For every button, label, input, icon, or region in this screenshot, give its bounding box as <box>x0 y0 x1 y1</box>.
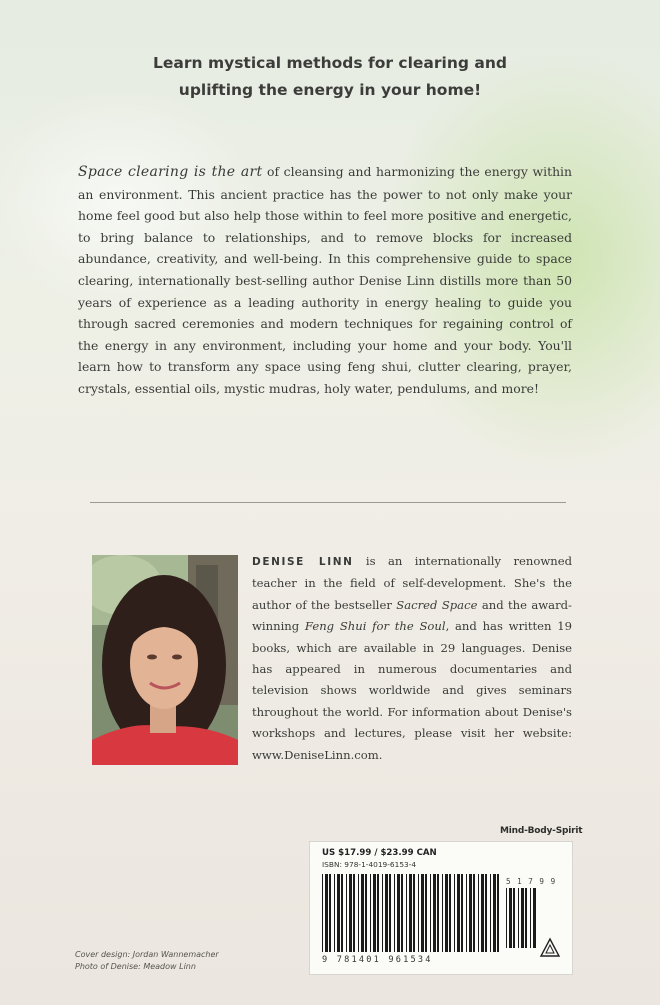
barcode-bar <box>478 874 479 952</box>
description-script-lead: Space clearing is the art <box>78 164 263 180</box>
barcode-bar <box>490 874 491 952</box>
isbn-digits: 9 781401 961534 <box>322 955 433 965</box>
barcode-bar <box>518 888 519 948</box>
barcode-bar <box>437 874 439 952</box>
addon-barcode <box>506 888 536 950</box>
bio-text-2: and the award-winning <box>252 597 572 634</box>
isbn-label: ISBN: 978-1-4019-6153-4 <box>322 860 417 869</box>
barcode-bar <box>485 874 487 952</box>
barcode-bar <box>469 874 472 952</box>
author-photo <box>92 555 238 765</box>
barcode-bar <box>509 888 512 948</box>
barcode-bar <box>521 888 524 948</box>
barcode-bar <box>389 874 391 952</box>
barcode-bar <box>353 874 355 952</box>
bio-book-title-2: Feng Shui for the Soul <box>304 619 446 634</box>
barcode-bar <box>349 874 352 952</box>
barcode-bar <box>329 874 331 952</box>
barcode-bar <box>525 888 527 948</box>
barcode-bar <box>373 874 376 952</box>
barcode-bar <box>481 874 484 952</box>
credit-cover-design: Cover design: Jordan Wannemacher <box>75 950 219 959</box>
barcode-bar <box>409 874 412 952</box>
barcode-bar <box>430 874 431 952</box>
barcode-bar <box>337 874 340 952</box>
triangle-logo-icon <box>539 937 561 959</box>
section-divider <box>90 502 566 503</box>
barcode-bar <box>406 874 407 952</box>
barcode-bar <box>457 874 460 952</box>
barcode-bar <box>513 888 515 948</box>
addon-barcode-digits: 5 1 7 9 9 <box>506 877 557 886</box>
barcode-bar <box>461 874 463 952</box>
barcode-bar <box>341 874 343 952</box>
barcode-bar <box>506 888 507 948</box>
barcode-bar <box>325 874 328 952</box>
barcode-bar <box>365 874 367 952</box>
barcode-bar <box>385 874 388 952</box>
barcode-bar <box>401 874 403 952</box>
book-description <box>78 161 572 400</box>
barcode-panel <box>309 841 573 975</box>
price-label: US $17.99 / $23.99 CAN <box>322 848 437 858</box>
barcode-bar <box>358 874 359 952</box>
barcode-bar <box>454 874 455 952</box>
barcode-bar <box>370 874 371 952</box>
barcode-bar <box>346 874 347 952</box>
author-portrait-image <box>92 555 238 765</box>
tagline-line-2: uplifting the energy in your home! <box>178 81 482 99</box>
bio-book-title-1: Sacred Space <box>396 597 478 612</box>
isbn-barcode <box>322 874 502 954</box>
barcode-bar <box>322 874 323 952</box>
category-label: Mind-Body-Spirit <box>500 826 583 836</box>
bio-text-3: , and has written 19 books, which are available in 29 languages. Denise has appeared in numerous documentaries and television shows worldwide and gives seminars throughout the world. For information about Denise's workshops and lectures, please visit her website: www.DeniseLinn.com. <box>252 619 572 762</box>
description-body: of cleansing and harmonizing the energy within an environment. This ancient practice has the power to not only make your home feel good but also help those within to feel more positive and energetic, to bring balance to relationships, and to remove blocks for increased abundance, creativity, and well-being. In this comprehensive guide to space clearing, internationally best-selling author Denise Linn distills more than 50 years of experience as a leading authority in energy healing to guide you through sacred ceremonies and modern techniques for regaining control of the energy in any environment, including your home and your body. You'll learn how to transform any space using feng shui, clutter clearing, prayer, crystals, essential oils, mystic mudras, holy water, pendulums, and more! <box>78 164 572 396</box>
barcode-bar <box>413 874 415 952</box>
barcode-bar <box>421 874 424 952</box>
barcode-bar <box>497 874 499 952</box>
author-bio <box>252 551 572 766</box>
tagline <box>130 50 530 104</box>
bio-text-1: is an internationally renowned teacher in the field of self-development. She's the author of the bestseller <box>252 554 573 612</box>
barcode-bar <box>361 874 364 952</box>
barcode-bar <box>493 874 496 952</box>
barcode-bar <box>425 874 427 952</box>
credits <box>75 949 219 973</box>
barcode-bar <box>377 874 379 952</box>
barcode-bar <box>466 874 467 952</box>
barcode-bar <box>442 874 443 952</box>
author-name: DENISE LINN <box>252 556 354 568</box>
barcode-bar <box>473 874 475 952</box>
credit-photo: Photo of Denise: Meadow Linn <box>75 962 196 971</box>
barcode-bar <box>449 874 451 952</box>
tagline-line-1: Learn mystical methods for clearing and <box>153 54 507 72</box>
barcode-bar <box>533 888 536 948</box>
barcode-bar <box>382 874 383 952</box>
barcode-bar <box>445 874 448 952</box>
barcode-bar <box>394 874 395 952</box>
barcode-bar <box>397 874 400 952</box>
barcode-bar <box>433 874 436 952</box>
barcode-bar <box>334 874 335 952</box>
barcode-bar <box>530 888 531 948</box>
barcode-bar <box>418 874 419 952</box>
